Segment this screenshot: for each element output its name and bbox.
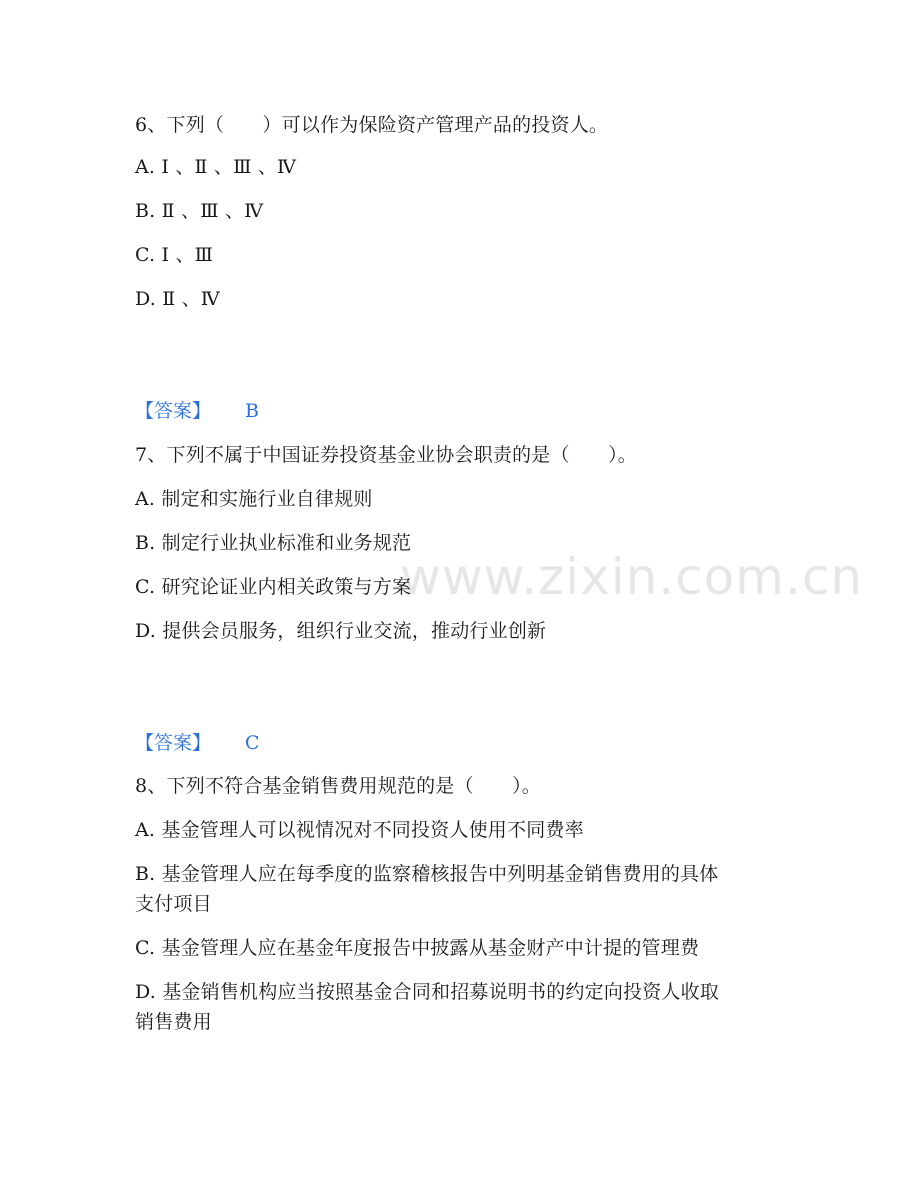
question-8-option-b: B. 基金管理人应在每季度的监察稽核报告中列明基金销售费用的具体 [135, 863, 719, 885]
watermark: www.zixin.com.cn [400, 548, 864, 606]
question-7-stem: 7、下列不属于中国证券投资基金业协会职责的是（ ）。 [135, 444, 637, 466]
answer-tag: 【答案】 [135, 400, 212, 422]
question-7-option-a: A. 制定和实施行业自律规则 [135, 488, 373, 510]
question-6-stem: 6、下列（ ）可以作为保险资产管理产品的投资人。 [135, 114, 609, 136]
question-8-option-d-cont: 销售费用 [135, 1011, 212, 1033]
question-7-answer [135, 732, 260, 754]
question-7-option-b: B. 制定行业执业标准和业务规范 [135, 532, 412, 554]
question-7-option-d: D. 提供会员服务，组织行业交流，推动行业创新 [135, 620, 547, 642]
question-7-option-c: C. 研究论证业内相关政策与方案 [135, 576, 412, 598]
answer-value: C [245, 732, 260, 754]
question-6-option-d: D. Ⅱ 、Ⅳ [135, 288, 220, 310]
question-8-option-b-cont: 支付项目 [135, 893, 212, 915]
question-6-option-b: B. Ⅱ 、Ⅲ 、Ⅳ [135, 200, 264, 222]
question-8-option-d: D. 基金销售机构应当按照基金合同和招募说明书的约定向投资人收取 [135, 981, 720, 1003]
question-6-option-a: A. Ⅰ 、Ⅱ 、Ⅲ 、Ⅳ [135, 156, 297, 178]
answer-value: B [245, 400, 259, 422]
question-6-answer [135, 400, 259, 422]
question-8-option-c: C. 基金管理人应在基金年度报告中披露从基金财产中计提的管理费 [135, 937, 700, 959]
question-8-option-a: A. 基金管理人可以视情况对不同投资人使用不同费率 [135, 819, 584, 841]
question-8-stem: 8、下列不符合基金销售费用规范的是（ ）。 [135, 775, 541, 797]
question-6-option-c: C. Ⅰ 、Ⅲ [135, 244, 214, 266]
answer-tag: 【答案】 [135, 732, 212, 754]
